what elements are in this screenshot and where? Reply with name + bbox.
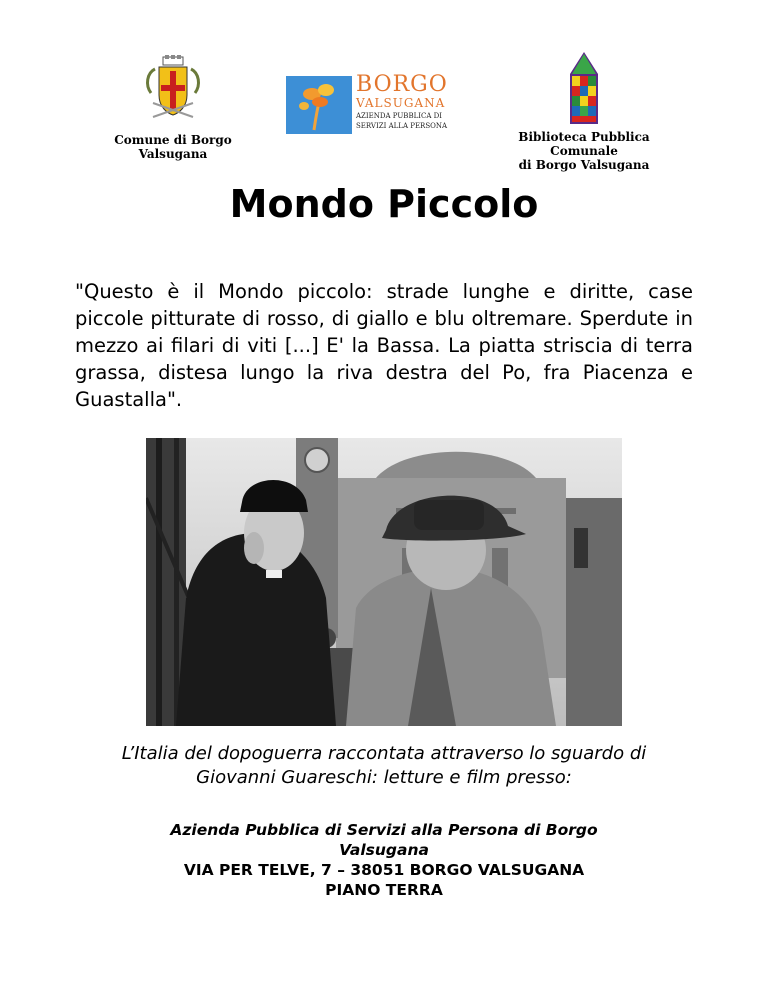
azienda-name-line2: VALSUGANA [356, 96, 446, 110]
biblioteca-caption-line2: di Borgo Valsugana [518, 158, 650, 172]
azienda-sub-line1: AZIENDA PUBBLICA DI [356, 112, 443, 120]
comune-crest-icon [141, 55, 205, 125]
lead-text [40, 742, 728, 790]
biblioteca-caption-line1: Biblioteca Pubblica Comunale [518, 130, 650, 158]
azienda-text [356, 74, 448, 130]
comune-logo-block [78, 55, 268, 161]
venue-floor: PIANO TERRA [325, 881, 443, 899]
venue-line-2: Valsugana [339, 841, 429, 859]
venue-block [80, 820, 688, 900]
page-title: Mondo Piccolo [229, 182, 539, 226]
azienda-name-line1: BORGO [356, 72, 448, 97]
venue-address: VIA PER TELVE, 7 – 38051 BORGO VALSUGANA [183, 861, 585, 879]
quote-paragraph: "Questo è il Mondo piccolo: strade lunghe e diritte, case piccole pitturate di rosso, di giallo e blu oltremare. Sperdute in mezzo ai filari di viti [...] E' la Bassa. La piatta striscia di terra grassa, distesa lungo la riva destra del Po, fra Piacenza e Guastalla". [75, 280, 693, 411]
lead-line-1: L’Italia del dopoguerra raccontata attraverso lo sguardo di [121, 743, 647, 764]
azienda-sub-line2: SERVIZI ALLA PERSONA [356, 122, 448, 130]
azienda-logo [286, 74, 476, 136]
comune-caption: Comune di Borgo Valsugana [114, 133, 232, 161]
azienda-flower-icon [286, 76, 352, 134]
venue-line-1: Azienda Pubblica di Servizi alla Persona di Borgo [170, 821, 598, 839]
biblioteca-house-icon [544, 50, 624, 126]
film-still-photo [146, 438, 622, 726]
biblioteca-logo-block [488, 50, 680, 172]
lead-line-2: Giovanni Guareschi: letture e film presso: [196, 767, 572, 788]
